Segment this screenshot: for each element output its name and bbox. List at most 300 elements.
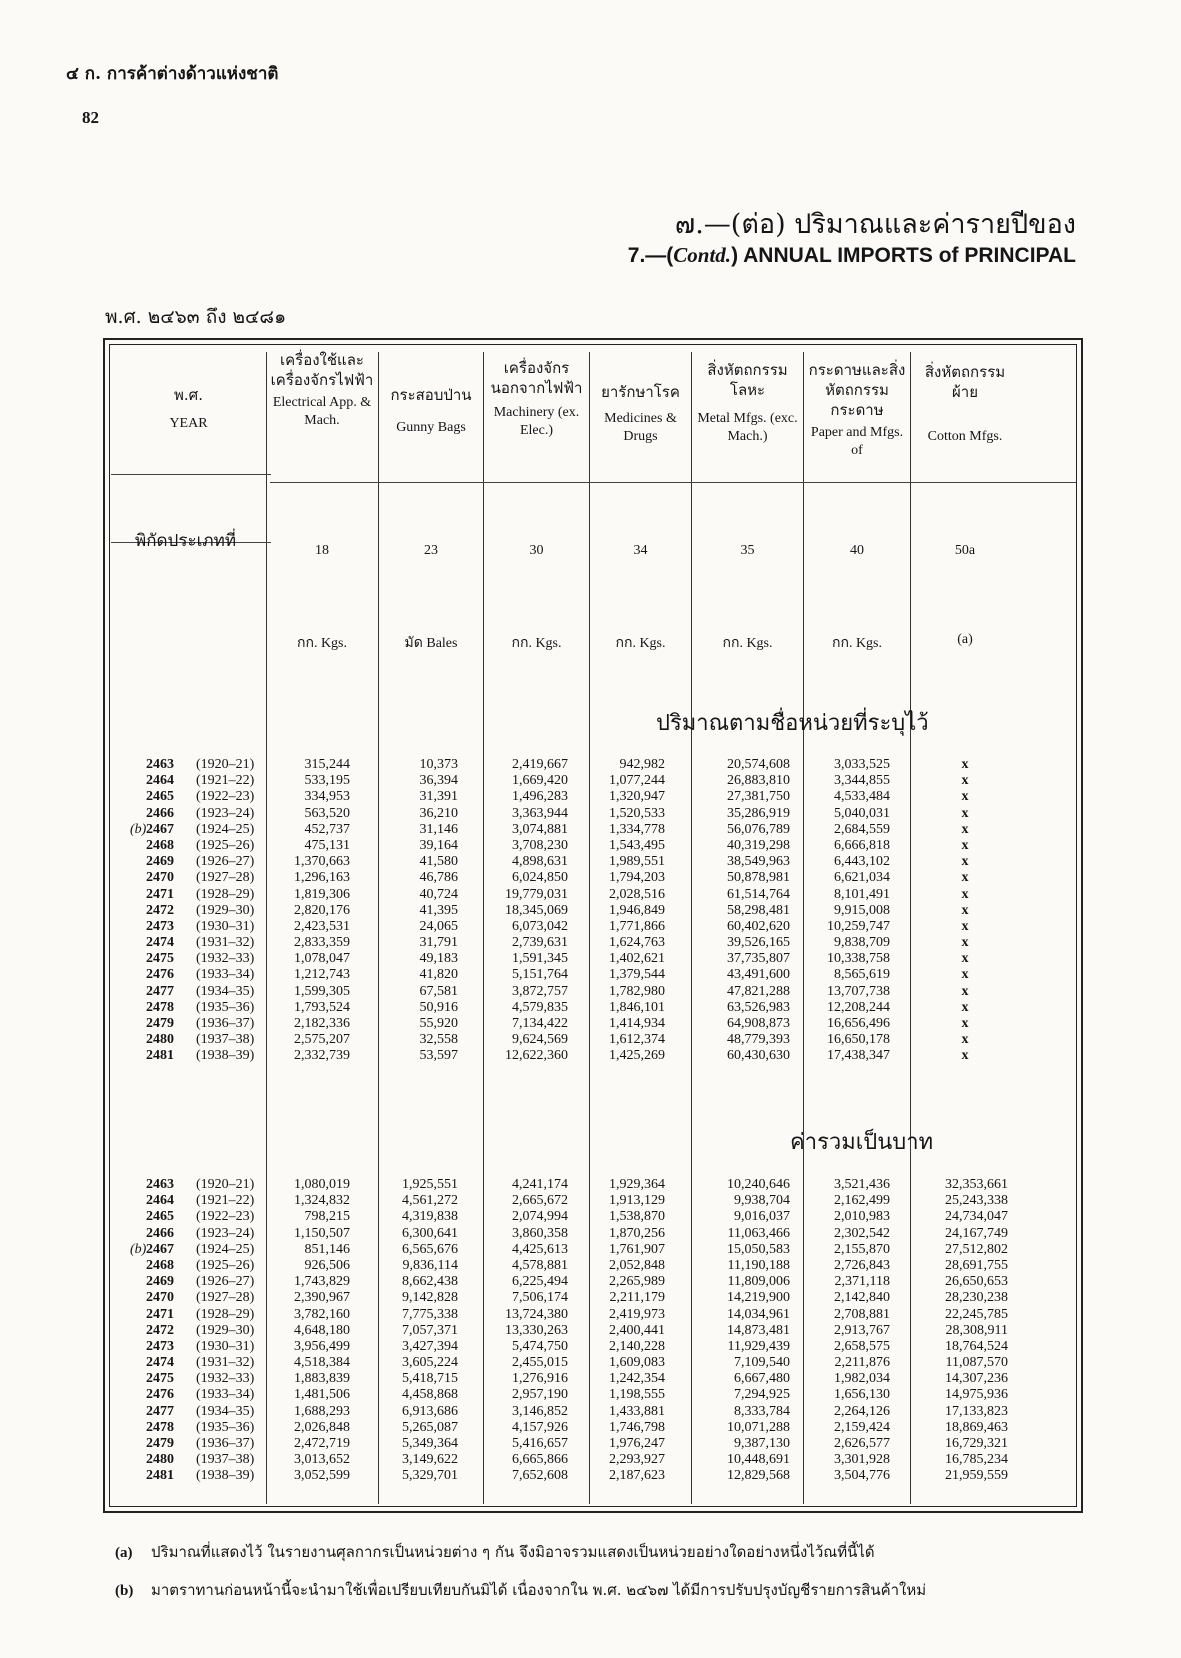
year-ad: (1933–34) [196, 967, 255, 983]
quantity-cell: x [961, 918, 969, 934]
quantity-cell: 50,878,981 [727, 870, 790, 886]
quantity-cell: 16,650,178 [827, 1032, 890, 1048]
column-divider [589, 352, 590, 1504]
year-row [130, 789, 270, 805]
year-mark [130, 951, 146, 967]
header-thai: กระสอบป่าน [390, 386, 472, 404]
value-cell: 3,301,928 [834, 1452, 890, 1468]
value-cell: 22,245,785 [945, 1306, 1008, 1322]
header-thai: ยารักษาโรค [601, 383, 680, 401]
year-mark [130, 1290, 146, 1306]
year-row [130, 1371, 270, 1387]
quantity-cell: x [961, 837, 969, 853]
value-cell: 3,605,224 [402, 1355, 458, 1371]
year-row [130, 1226, 270, 1242]
quantity-cell: 38,549,963 [727, 854, 790, 870]
quantity-cell: 12,622,360 [505, 1048, 568, 1064]
unit-label: กก. Kgs. [831, 636, 882, 651]
header-eng: Paper and Mfgs. of [810, 425, 904, 458]
value-cell: 6,667,480 [734, 1371, 790, 1387]
quantity-cell: 7,134,422 [512, 1016, 568, 1031]
year-mark [130, 887, 146, 903]
value-cell: 2,026,848 [294, 1419, 350, 1435]
year-ad: (1936–37) [196, 1436, 255, 1451]
quantity-cell: 1,402,621 [609, 951, 665, 967]
quantity-cell: 1,846,101 [609, 999, 665, 1015]
tariff-code: 34 [633, 543, 648, 558]
year-ad: (1929–30) [196, 1322, 255, 1338]
quantity-cell: 1,669,420 [512, 773, 568, 789]
footnote-label: (a) [115, 1545, 133, 1561]
quantity-cell: 334,953 [304, 789, 350, 805]
year-mark [130, 854, 146, 870]
value-cell: 11,063,466 [727, 1225, 790, 1241]
header-eng: Cotton Mfgs. [927, 429, 1003, 444]
year-ad: (1926–27) [196, 854, 255, 870]
quantity-cell: 19,779,031 [505, 886, 568, 902]
value-cell: 2,419,973 [609, 1306, 665, 1322]
value-cell: 6,225,494 [512, 1274, 568, 1290]
year-mark [130, 1420, 146, 1436]
value-cell: 7,652,608 [512, 1468, 568, 1484]
year-be: 2480 [146, 1452, 174, 1468]
value-cell: 1,688,293 [294, 1403, 350, 1419]
year-row [130, 1404, 270, 1420]
column-header-medicines [591, 382, 690, 446]
value-cell: 5,416,657 [512, 1436, 568, 1451]
value-cell: 1,761,907 [609, 1241, 665, 1257]
quantity-cell: 4,579,835 [512, 999, 568, 1015]
quantity-cell: x [961, 935, 969, 951]
value-cell: 4,425,613 [512, 1241, 568, 1257]
year-ad: (1931–32) [196, 935, 255, 951]
year-mark [130, 1307, 146, 1323]
value-cell: 2,658,575 [834, 1338, 890, 1354]
year-row [130, 935, 270, 951]
value-cell: 3,521,436 [834, 1177, 890, 1192]
quantity-cell: 2,820,176 [294, 902, 350, 918]
year-ad: (1927–28) [196, 870, 255, 886]
year-mark [130, 1000, 146, 1016]
value-column-4 [693, 1177, 790, 1485]
value-cell: 2,472,719 [294, 1436, 350, 1451]
value-cell: 3,427,394 [402, 1338, 458, 1354]
value-cell: 9,016,037 [734, 1209, 790, 1225]
year-ad: (1921–22) [196, 773, 255, 789]
value-cell: 4,578,881 [512, 1257, 568, 1273]
value-cell: 2,211,179 [609, 1290, 665, 1306]
quantity-cell: 60,430,630 [727, 1048, 790, 1064]
year-ad: (1937–38) [196, 1032, 255, 1048]
year-row [130, 1468, 270, 1484]
quantity-cell: 8,565,619 [834, 967, 890, 983]
quantity-cell: 41,580 [419, 854, 458, 870]
year-row [130, 1000, 270, 1016]
year-row [130, 1420, 270, 1436]
quantity-cell: 53,597 [419, 1048, 458, 1064]
year-be: 2472 [146, 1322, 174, 1338]
year-ad: (1932–33) [196, 1371, 255, 1387]
year-ad: (1927–28) [196, 1290, 255, 1306]
quantity-cell: 67,581 [419, 983, 458, 999]
quantity-cell: 41,820 [419, 967, 458, 983]
value-cell: 798,215 [304, 1209, 350, 1225]
year-ad: (1924–25) [196, 821, 255, 837]
year-ad: (1920–21) [196, 1177, 255, 1192]
quantity-cell: 1,624,763 [609, 935, 665, 951]
quantity-cell: 3,074,881 [512, 821, 568, 837]
quantity-cell: 6,073,042 [512, 918, 568, 934]
year-mark [130, 1177, 146, 1193]
value-cell: 18,869,463 [945, 1419, 1008, 1435]
value-cell: 4,561,272 [402, 1193, 458, 1209]
value-cell: 28,308,911 [945, 1322, 1008, 1338]
row-divider [111, 474, 271, 475]
value-cell: 5,349,364 [402, 1436, 458, 1451]
year-be: 2476 [146, 1387, 174, 1403]
quantity-cell: 1,612,374 [609, 1032, 665, 1048]
quantity-cell: x [961, 967, 969, 983]
quantity-cell: 36,210 [419, 805, 458, 821]
year-row [130, 1016, 270, 1032]
quantity-cell: 1,334,778 [609, 821, 665, 837]
header-eng: Gunny Bags [396, 420, 466, 435]
quantity-cell: 1,794,203 [609, 870, 665, 886]
quantity-cell: 9,838,709 [834, 935, 890, 951]
value-cell: 1,925,551 [402, 1177, 458, 1192]
year-be: 2464 [146, 1193, 174, 1209]
year-be: 2481 [146, 1468, 174, 1484]
quantity-cell: 3,708,230 [512, 837, 568, 853]
year-be: 2471 [146, 1306, 174, 1322]
quantity-cell: 61,514,764 [727, 886, 790, 902]
quantity-cell: 39,164 [419, 837, 458, 853]
year-mark [130, 903, 146, 919]
value-cell: 9,387,130 [734, 1436, 790, 1451]
value-cell: 5,474,750 [512, 1338, 568, 1354]
tariff-code: 23 [424, 543, 438, 558]
year-ad: (1936–37) [196, 1016, 255, 1031]
year-be: 2468 [146, 837, 174, 853]
year-ad: (1938–39) [196, 1048, 255, 1064]
value-cell: 1,324,832 [294, 1193, 350, 1209]
quantity-cell: 3,344,855 [834, 773, 890, 789]
quantity-cell: x [961, 1048, 969, 1064]
value-column-0 [268, 1177, 350, 1485]
value-cell: 25,243,338 [945, 1193, 1008, 1209]
year-ad: (1934–35) [196, 983, 255, 999]
value-cell: 1,913,129 [609, 1193, 665, 1209]
tariff-code: 50a [954, 543, 976, 558]
quantity-cell: 31,391 [419, 789, 458, 805]
value-cell: 7,109,540 [734, 1355, 790, 1371]
value-cell: 2,265,989 [609, 1274, 665, 1290]
year-row [130, 1048, 270, 1064]
year-be: 2463 [146, 757, 174, 772]
year-mark [130, 773, 146, 789]
year-be: 2470 [146, 1290, 174, 1306]
quantity-cell: 1,078,047 [294, 951, 350, 967]
year-row [130, 757, 270, 773]
value-cell: 2,074,994 [512, 1209, 568, 1225]
value-cell: 21,959,559 [945, 1468, 1008, 1484]
year-mark [130, 984, 146, 1000]
quantity-cell: 18,345,069 [505, 902, 568, 918]
quantity-cell: 40,319,298 [727, 837, 790, 853]
footnote-text: ปริมาณที่แสดงไว้ ในรายงานศุลกากรเป็นหน่วยต่าง ๆ กัน จึงมิอาจรวมแสดงเป็นหน่วยอย่างใดอย่างหนึ่งไว้ณที่นี้ได้ [151, 1543, 875, 1561]
value-cell: 2,140,228 [609, 1338, 665, 1354]
quantity-column-5 [805, 757, 890, 1065]
year-mark [130, 1032, 146, 1048]
year-ad: (1932–33) [196, 951, 255, 967]
title-eng-number: 7.—( [627, 244, 674, 267]
value-cell: 5,329,701 [402, 1468, 458, 1484]
quantity-cell: 1,520,533 [609, 805, 665, 821]
year-be: 2481 [146, 1048, 174, 1064]
value-cell: 1,609,083 [609, 1355, 665, 1371]
year-mark [130, 1226, 146, 1242]
year-be: 2476 [146, 967, 174, 983]
value-cell: 3,956,499 [294, 1338, 350, 1354]
year-mark [130, 1048, 146, 1064]
quantity-cell: 31,791 [419, 935, 458, 951]
year-be: 2474 [146, 1355, 174, 1371]
quantity-cell: 13,707,738 [827, 983, 890, 999]
value-cell: 1,433,881 [609, 1403, 665, 1419]
quantity-column-4 [693, 757, 790, 1065]
quantity-cell: 4,533,484 [834, 789, 890, 805]
year-ad: (1923–24) [196, 805, 255, 821]
year-be: 2463 [146, 1177, 174, 1192]
year-mark [130, 1323, 146, 1339]
year-row [130, 1274, 270, 1290]
year-be: 2471 [146, 886, 174, 902]
year-be: 2466 [146, 1225, 174, 1241]
value-cell: 11,809,006 [727, 1274, 790, 1290]
year-ad: (1928–29) [196, 886, 255, 902]
quantity-cell: 1,782,980 [609, 983, 665, 999]
year-row [130, 951, 270, 967]
value-cell: 2,371,118 [834, 1274, 890, 1290]
year-mark [130, 935, 146, 951]
year-be: 2467 [146, 1241, 174, 1257]
value-cell: 1,481,506 [294, 1387, 350, 1403]
column-header-paper [805, 360, 909, 460]
year-be: 2477 [146, 983, 174, 999]
value-cell: 32,353,661 [945, 1177, 1008, 1192]
value-cell: 2,455,015 [512, 1355, 568, 1371]
value-cell: 26,650,653 [945, 1274, 1008, 1290]
year-row [130, 1242, 270, 1258]
value-cell: 16,729,321 [945, 1436, 1008, 1451]
value-cell: 8,662,438 [402, 1274, 458, 1290]
value-cell: 2,726,843 [834, 1257, 890, 1273]
quantity-cell: 2,833,359 [294, 935, 350, 951]
year-row [130, 903, 270, 919]
year-be: 2469 [146, 854, 174, 870]
year-header [111, 385, 266, 433]
unit-label: (a) [957, 632, 973, 647]
year-ad: (1921–22) [196, 1193, 255, 1209]
value-cell: 851,146 [304, 1241, 350, 1257]
header-thai: เครื่องจักรนอกจากไฟฟ้า [490, 359, 583, 397]
quantity-cell: 17,438,347 [827, 1048, 890, 1064]
year-ad: (1934–35) [196, 1403, 255, 1419]
quantity-cell: x [961, 886, 969, 902]
quantity-cell: 1,543,495 [609, 837, 665, 853]
year-row [130, 1452, 270, 1468]
year-ad: (1922–23) [196, 1209, 255, 1225]
value-cell: 2,211,876 [834, 1355, 890, 1371]
header-eng: Electrical App. & Mach. [272, 395, 372, 428]
year-ad: (1931–32) [196, 1355, 255, 1371]
quantity-cell: 32,558 [419, 1032, 458, 1048]
value-cell: 1,982,034 [834, 1371, 890, 1387]
value-cell: 9,142,828 [402, 1290, 458, 1306]
year-row [130, 854, 270, 870]
year-ad: (1928–29) [196, 1306, 255, 1322]
value-cell: 4,157,926 [512, 1419, 568, 1435]
quantity-cell: 39,526,165 [727, 935, 790, 951]
quantity-cell: 2,028,516 [609, 886, 665, 902]
value-cell: 13,330,263 [505, 1322, 568, 1338]
value-cell: 6,565,676 [402, 1241, 458, 1257]
year-row [130, 838, 270, 854]
value-cell: 9,938,704 [734, 1193, 790, 1209]
value-cell: 2,010,983 [834, 1209, 890, 1225]
quantity-cell: x [961, 1032, 969, 1048]
year-row [130, 806, 270, 822]
quantity-column-3 [591, 757, 665, 1065]
year-ad: (1933–34) [196, 1387, 255, 1403]
quantity-cell: 31,146 [419, 821, 458, 837]
tariff-code: 35 [740, 543, 755, 558]
quantity-section-title: ปริมาณตามชื่อหน่วยที่ระบุไว้ [656, 711, 929, 736]
quantity-cell: 3,363,944 [512, 805, 568, 821]
footnote-label: (b) [115, 1583, 134, 1599]
year-mark [130, 870, 146, 886]
year-row [130, 887, 270, 903]
year-be: 2477 [146, 1403, 174, 1419]
year-mark [130, 1436, 146, 1452]
year-row [130, 1307, 270, 1323]
year-be: 2474 [146, 935, 174, 951]
quantity-cell: 27,381,750 [727, 789, 790, 805]
year-row [130, 1258, 270, 1274]
value-cell: 4,458,868 [402, 1387, 458, 1403]
value-column-2 [485, 1177, 568, 1485]
value-cell: 4,648,180 [294, 1322, 350, 1338]
year-row [130, 870, 270, 886]
quantity-cell: 26,883,810 [727, 773, 790, 789]
quantity-cell: 315,244 [304, 757, 350, 772]
year-be: 2480 [146, 1032, 174, 1048]
year-row [130, 1339, 270, 1355]
value-cell: 12,829,568 [727, 1468, 790, 1484]
year-ad: (1935–36) [196, 999, 255, 1015]
value-cell: 7,506,174 [512, 1290, 568, 1306]
year-mark [130, 1404, 146, 1420]
quantity-cell: 56,076,789 [727, 821, 790, 837]
quantity-cell: 1,077,244 [609, 773, 665, 789]
value-cell: 14,307,236 [945, 1371, 1008, 1387]
value-cell: 2,159,424 [834, 1419, 890, 1435]
quantity-cell: 9,624,569 [512, 1032, 568, 1048]
footnote-b [115, 1578, 926, 1602]
column-divider [691, 352, 692, 1504]
quantity-cell: 36,394 [419, 773, 458, 789]
quantity-cell: x [961, 1016, 969, 1031]
value-cell: 11,190,188 [727, 1257, 790, 1273]
quantity-cell: 1,591,345 [512, 951, 568, 967]
year-ad: (1926–27) [196, 1274, 255, 1290]
value-cell: 5,265,087 [402, 1419, 458, 1435]
header-eng: Metal Mfgs. (exc. Mach.) [697, 411, 798, 444]
year-row [130, 1387, 270, 1403]
year-be: 2469 [146, 1274, 174, 1290]
quantity-cell: 6,024,850 [512, 870, 568, 886]
value-cell: 11,929,439 [727, 1338, 790, 1354]
column-header-cotton [912, 362, 1018, 446]
value-cell: 10,071,288 [727, 1419, 790, 1435]
quantity-cell: 6,666,818 [834, 837, 890, 853]
year-row [130, 773, 270, 789]
quantity-cell: 58,298,481 [727, 902, 790, 918]
quantity-cell: 49,183 [419, 951, 458, 967]
quantity-cell: 2,182,336 [294, 1016, 350, 1031]
value-cell: 1,242,354 [609, 1371, 665, 1387]
year-ad: (1920–21) [196, 757, 255, 772]
value-cell: 14,873,481 [727, 1322, 790, 1338]
value-cell: 1,870,256 [609, 1225, 665, 1241]
quantity-cell: 1,819,306 [294, 886, 350, 902]
quantity-cell: x [961, 999, 969, 1015]
quantity-cell: 1,212,743 [294, 967, 350, 983]
quantity-cell: 3,872,757 [512, 983, 568, 999]
quantity-cell: 8,101,491 [834, 886, 890, 902]
quantity-column-0 [268, 757, 350, 1065]
year-mark [130, 919, 146, 935]
unit-label: กก. Kgs. [511, 636, 562, 651]
quantity-cell: x [961, 805, 969, 821]
quantity-cell: 1,370,663 [294, 854, 350, 870]
value-cell: 2,665,672 [512, 1193, 568, 1209]
quantity-column-1 [380, 757, 458, 1065]
year-ad: (1925–26) [196, 837, 255, 853]
quantity-cell: 1,414,934 [609, 1016, 665, 1031]
value-cell: 4,518,384 [294, 1355, 350, 1371]
quantity-cell: 6,621,034 [834, 870, 890, 886]
quantity-cell: 1,989,551 [609, 854, 665, 870]
column-divider [378, 352, 379, 1504]
column-header-electrical [268, 350, 376, 430]
year-mark [130, 1355, 146, 1371]
value-cell: 24,167,749 [945, 1225, 1008, 1241]
quantity-cell: 43,491,600 [727, 967, 790, 983]
quantity-cell: 533,195 [304, 773, 350, 789]
year-be: 2464 [146, 773, 174, 789]
value-cell: 1,976,247 [609, 1436, 665, 1451]
quantity-cell: 942,982 [619, 757, 665, 772]
value-cell: 2,302,542 [834, 1225, 890, 1241]
tariff-code: 40 [850, 543, 864, 558]
value-cell: 10,448,691 [727, 1452, 790, 1468]
year-ad: (1924–25) [196, 1241, 255, 1257]
quantity-cell: 2,332,739 [294, 1048, 350, 1064]
value-cell: 13,724,380 [505, 1306, 568, 1322]
quantity-cell: 2,575,207 [294, 1032, 350, 1048]
quantity-cell: 3,033,525 [834, 757, 890, 772]
